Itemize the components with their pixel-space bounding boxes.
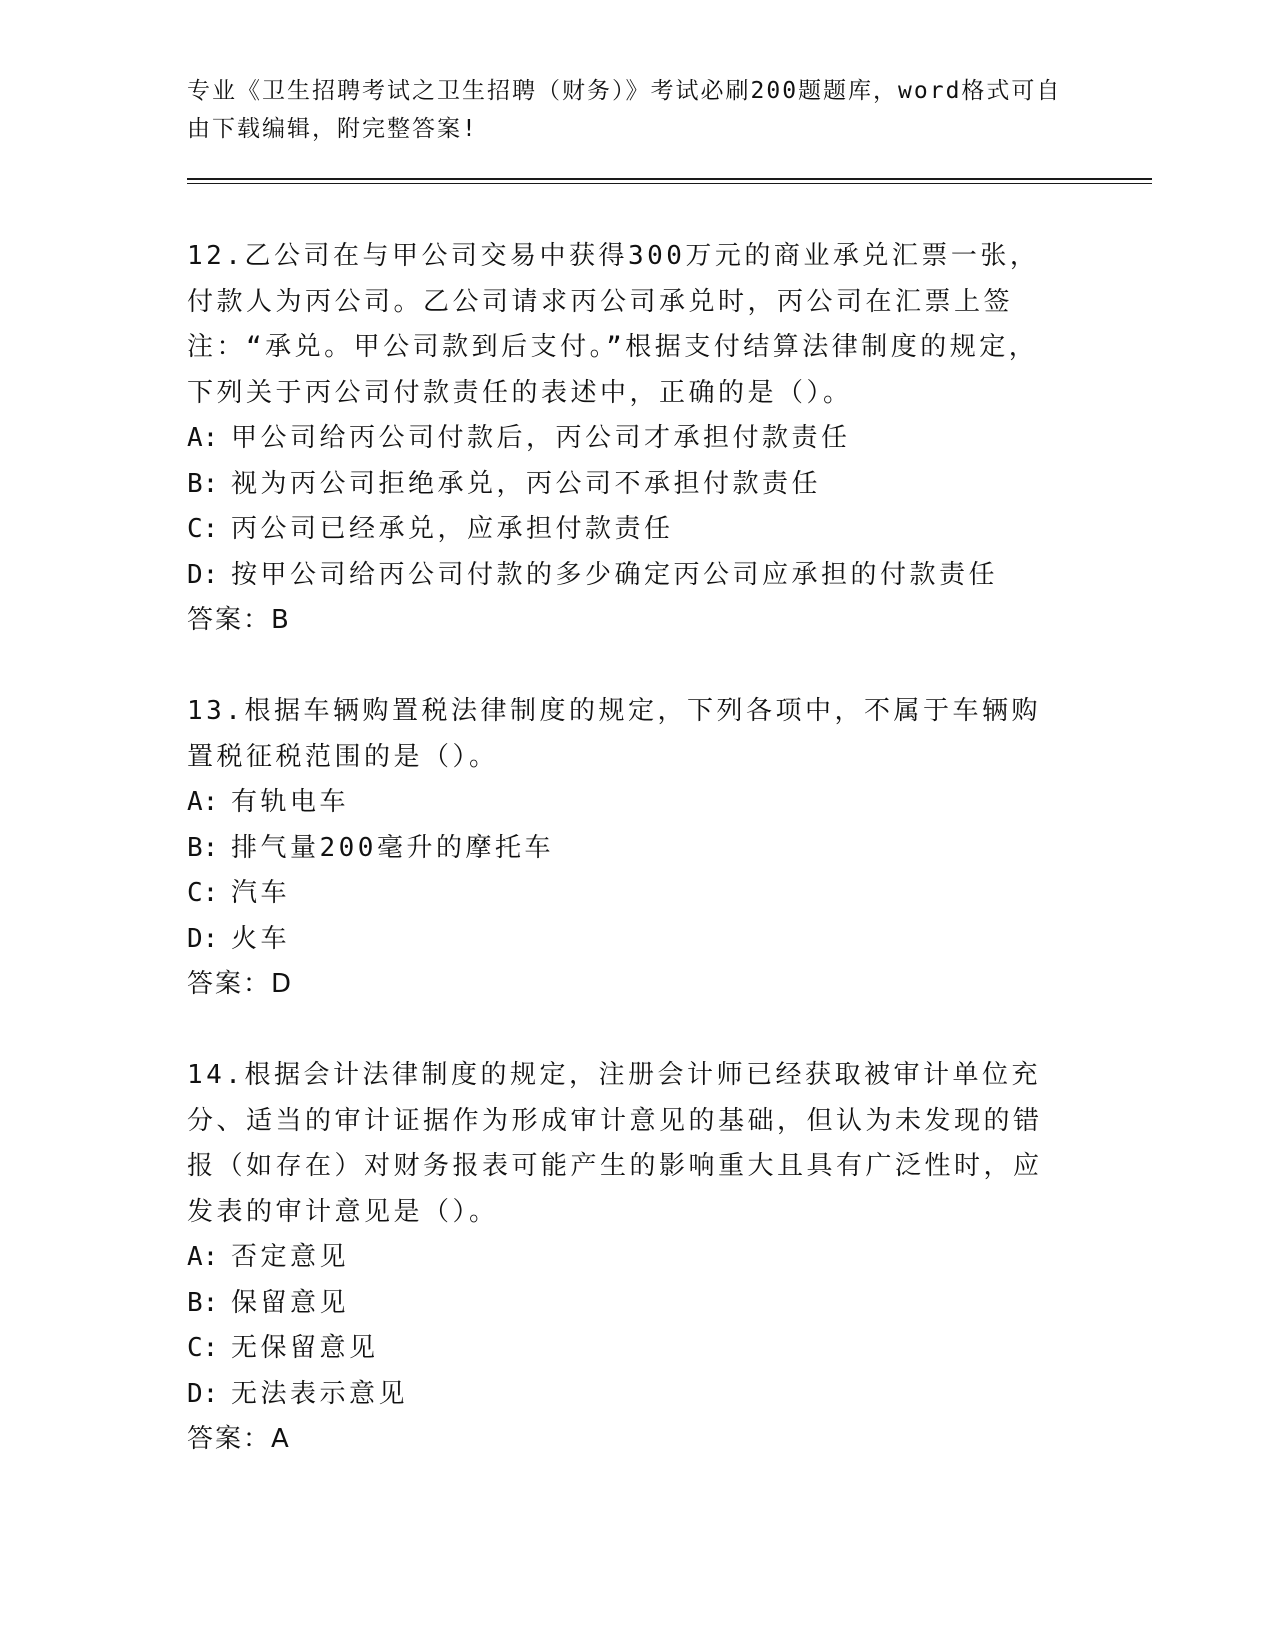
answer-line: 答案：D [187, 969, 294, 999]
option-a [187, 1235, 1067, 1281]
option-text: 否定意见 [231, 1242, 350, 1272]
option-d [187, 553, 1067, 599]
question-stem: 14.根据会计法律制度的规定，注册会计师已经获取被审计单位充分、适当的审计证据作为形成审计意见的基础，但认为未发现的错报（如存在）对财务报表可能产生的影响重大且具有广泛性时，应发表的审计意见是（）。 [187, 1060, 1043, 1227]
option-text: 汽车 [231, 878, 291, 908]
option-text: 排气量200毫升的摩托车 [231, 832, 554, 863]
option-key: B: [187, 1287, 219, 1318]
question-13 [187, 689, 1067, 1008]
option-a [187, 780, 1067, 826]
option-key: A: [187, 787, 219, 817]
option-text: 无法表示意见 [231, 1378, 409, 1409]
option-a [187, 416, 1067, 462]
option-text: 视为丙公司拒绝承兑，丙公司不承担付款责任 [231, 468, 822, 499]
option-key: D: [187, 559, 219, 590]
option-key: B: [187, 468, 219, 499]
option-b [187, 1281, 1067, 1327]
option-d [187, 917, 1067, 963]
option-text: 丙公司已经承兑，应承担付款责任 [231, 514, 674, 544]
answer-line: 答案：B [187, 605, 291, 635]
option-text: 按甲公司给丙公司付款的多少确定丙公司应承担的付款责任 [231, 559, 999, 590]
question-12 [187, 234, 1067, 644]
option-key: D: [187, 923, 219, 954]
option-b [187, 462, 1067, 508]
option-text: 保留意见 [231, 1287, 350, 1318]
option-c [187, 507, 1067, 553]
answer-line: 答案：A [187, 1424, 291, 1454]
header-divider-thin [187, 183, 1152, 184]
document-header: 专业《卫生招聘考试之卫生招聘（财务）》考试必刷200题题库，word格式可自由下载编辑，附完整答案! [187, 78, 1062, 142]
option-key: C: [187, 878, 219, 908]
header-divider [187, 178, 1152, 180]
option-c [187, 1326, 1067, 1372]
option-d [187, 1372, 1067, 1418]
option-key: C: [187, 514, 219, 544]
option-key: C: [187, 1333, 219, 1363]
option-text: 无保留意见 [231, 1333, 379, 1363]
question-14 [187, 1053, 1067, 1463]
option-key: B: [187, 832, 219, 863]
option-text: 甲公司给丙公司付款后，丙公司才承担付款责任 [231, 423, 851, 453]
option-key: A: [187, 1242, 219, 1272]
option-key: A: [187, 423, 219, 453]
option-text: 火车 [231, 923, 291, 954]
option-b [187, 826, 1067, 872]
option-text: 有轨电车 [231, 787, 350, 817]
question-stem: 13.根据车辆购置税法律制度的规定，下列各项中，不属于车辆购置税征税范围的是（）。 [187, 696, 1041, 772]
option-c [187, 871, 1067, 917]
question-stem: 12.乙公司在与甲公司交易中获得300万元的商业承兑汇票一张，付款人为丙公司。乙公司请求丙公司承兑时，丙公司在汇票上签注：“承兑。甲公司款到后支付。”根据支付结算法律制度的规定，下列关于丙公司付款责任的表述中，正确的是（）。 [187, 241, 1040, 408]
option-key: D: [187, 1378, 219, 1409]
